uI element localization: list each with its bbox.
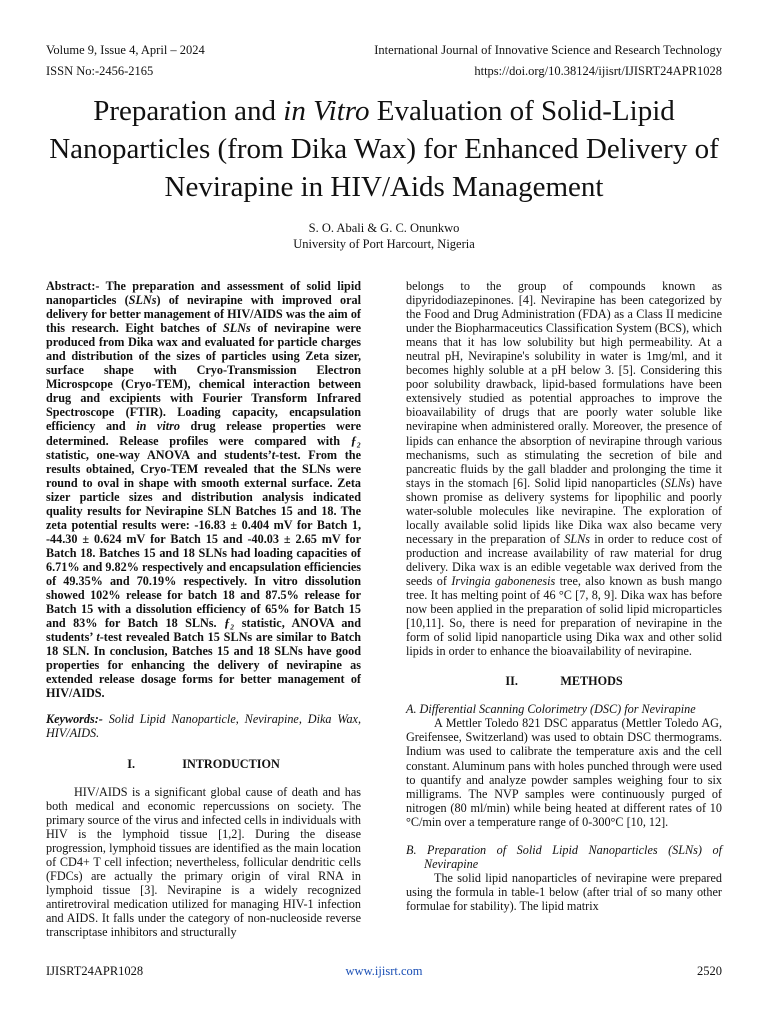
section-heading-methods: II. METHODS <box>505 674 623 689</box>
intro-continuation: belongs to the group of compounds known as dipyridodiazepinones. [4]. Nevirapine has been categorized by the Food and Drug Administration (FDA) as a Class II medicine under the Biopharmaceutics Classification System (BCS), which means that it has low solubility but high permeability. At a neutral pH, Nevirapine's solubility in water is 1mg/ml, and it becomes highly soluble at a pH below 3. [5]. Considering this poor solubility drawback, lipid-based formulations have been extensively studied as potential approaches to improve the bioavailability of drugs that are poorly water soluble like nevirapine when administered orally. Moreover, the presence of lipids can enhance the absorption of nevirapine through various mechanisms, such as stimulating the secretion of bile and pancreatic fluids by the gall bladder and prolonging the time it stays in the stomach [6]. Solid lipid nanoparticles (SLNs) have shown promise as delivery systems for lipophilic and poorly water-soluble molecules like nevirapine. The exploration of locally available solid lipids like Dika wax also became very necessary in the preparation of SLNs in order to reduce cost of production and increase availability of raw material for drug delivery. Dika wax is an edible vegetable wax derived from the seeds of Irvingia gabonenesis tree, also known as bush mango tree. It has melting point of 46 °C [7, 8, 9]. Dika wax has before now been applied in the preparation of solid lipid microparticles [10,11]. So, there is need for preparation of nevirapine in the form of solid lipid nanoparticle using Dika wax and other solid lipids in order to enhance the bioavailability of nevirapine. <box>406 279 722 659</box>
journal-name: International Journal of Innovative Science and Research Technology <box>374 43 722 57</box>
intro-paragraph: HIV/AIDS is a significant global cause of death and has both medical and economic repercussions on society. The primary source of the virus and infected cells in individuals with HIV is the lymphoid tissue [1,2]. During the disease progression, lymphoid tissues are identified as the main location of CD4+ T cell infection; nevertheless, follicular dendritic cells (FDCs) are actually the primary origin of viral RNA in lymphoid tissue [3]. Nevirapine is a widely recognized antiretroviral medication utilized for managing HIV-1 infection and AIDS. It falls under the category of non-nucleoside reverse transcriptase inhibitors and structurally <box>46 784 361 940</box>
section-heading-introduction: I. INTRODUCTION <box>127 756 280 771</box>
right-column <box>406 279 722 913</box>
volume-info: Volume 9, Issue 4, April – 2024 <box>46 43 205 57</box>
doi-link[interactable]: https://doi.org/10.38124/ijisrt/IJISRT24APR1028 <box>474 64 722 78</box>
abstract: Abstract:- The preparation and assessment of solid lipid nanoparticles (SLNs) of nevirapine with improved oral delivery for better management of HIV/AIDS was the aim of this research. Eight batches of SLNs of nevirapine were produced from Dika wax and evaluated for particle charges and distribution of the sizes of particles using Zeta sizer, surface shape with Cryo-Transmission Electron Microspcope (Cryo-TEM), chemical interaction between drug and excipients with Fourier Transform Infrared Spectroscope (FTIR). Loading capacity, encapsulation efficiency and in vitro drug release properties were determined. Release profiles were compared with ƒ₂ statistic, one-way ANOVA and students’t-test. From the results obtained, Cryo-TEM revealed that the SLNs were round to oval in shape with smooth external surface. Zeta sizer particle sizes and distribution analysis indicated quality results for Nevirapine SLN Batches 15 and 18. The zeta potential results were: -16.83 ± 0.404 mV for Batch 1, -44.30 ± 0.624 mV for Batch 15 and -40.03 ± 2.65 mV for Batch 18. Batches 15 and 18 SLNs had loading capacities of 6.71% and 9.82% respectively and encapsulation efficiencies of 49.35% and 70.19% respectively. In vitro dissolution showed 102% release for batch 18 and 87.5% release for Batch 15 with a dissolution efficiency of 65% for Batch 15 and 83% for Batch 18 SLNs. ƒ₂ statistic, ANOVA and students’ t-test revealed Batch 15 SLNs are similar to Batch 18 SLN. In conclusion, Batches 15 and 18 SLNs have good properties for enhancing the delivery of nevirapine as extended release dosage forms for better management of HIV/AIDS. <box>46 279 362 701</box>
footer-article-id: IJISRT24APR1028 <box>46 964 144 978</box>
affiliation: University of Port Harcourt, Nigeria <box>293 236 475 251</box>
paper-title: Preparation and in Vitro Evaluation of Solid-Lipid Nanoparticles (from Dika Wax) for Enhanced Delivery of Nevirapine in HIV/Aids Management <box>49 95 719 203</box>
subsection-b-text: The solid lipid nanoparticles of nevirapine were prepared using the formula in table-1 below (after trial of so many other formulae for stability). The lipid matrix <box>406 870 722 913</box>
keywords: Keywords:- Solid Lipid Nanoparticle, Nevirapine, Dika Wax, HIV/AIDS. <box>46 712 361 741</box>
subsection-a-text: A Mettler Toledo 821 DSC apparatus (Mettler Toledo AG, Greifensee, Switzerland) was used to obtain DSC thermograms. Indium was used to calibrate the temperature axis and the cell constant. Aluminum pans with holes punched through were used to quantify and analyze powder samples weighing four to six milligrams. The NVP samples were continuously purged of nitrogen (80 ml/min) while being heated at different rates of 10 °C/min over a temperature range of 0-300°C [10, 12]. <box>406 716 722 829</box>
subsection-b-heading: B. Preparation of Solid Lipid Nanoparticles (SLNs) of Nevirapine <box>406 842 722 871</box>
page-number: 2520 <box>697 964 722 978</box>
footer-website-link[interactable]: www.ijisrt.com <box>345 964 423 978</box>
subsection-a-heading: A. Differential Scanning Colorimetry (DSC) for Nevirapine <box>406 702 696 717</box>
author-block <box>0 221 768 252</box>
authors: S. O. Abali & G. C. Onunkwo <box>308 221 460 235</box>
issn: ISSN No:-2456-2165 <box>46 64 154 78</box>
left-column <box>46 279 361 939</box>
